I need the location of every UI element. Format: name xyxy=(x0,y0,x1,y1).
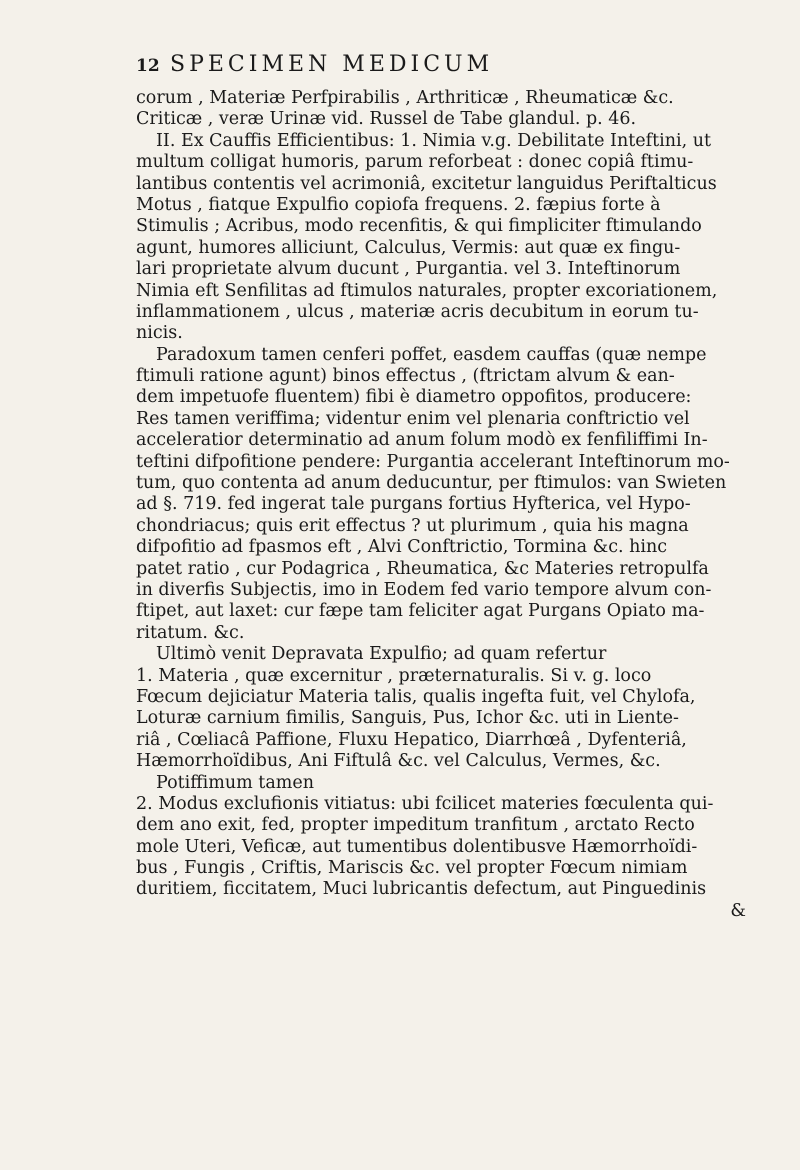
text-line: difpofitio ad fpasmos eft , Alvi Conftrictio, Tormina &c. hinc xyxy=(136,537,668,558)
page-header xyxy=(136,52,760,80)
text-line: dem ano exit, fed, propter impeditum tranfitum , arctato Recto xyxy=(136,815,695,836)
text-line: Stimulis ; Acribus, modo recenfitis, & qui fimpliciter ftimulando xyxy=(136,216,702,237)
text-line: Fœcum dejiciatur Materia talis, qualis ingefta fuit, vel Chylofa, xyxy=(136,686,696,707)
text-line: bus , Fungis , Criftis, Mariscis &c. vel propter Fœcum nimiam xyxy=(136,858,688,879)
text-line: Ultimò venit Depravata Expulfio; ad quam refertur xyxy=(156,644,607,665)
text-line: 2. Modus exclufionis vitiatus: ubi fcilicet materies fœculenta qui- xyxy=(136,793,714,814)
text-line: dem impetuofe fluentem) fibi è diametro oppofitos, producere: xyxy=(136,387,692,408)
text-line: mole Uteri, Veficæ, aut tumentibus dolentibusve Hæmorrhoïdi- xyxy=(136,836,698,857)
text-line: ritatum. &c. xyxy=(136,622,245,643)
text-line: corum , Materiæ Perfpirabilis , Arthriticæ , Rheumaticæ &c. xyxy=(136,88,674,108)
text-line: ftipet, aut laxet: cur fæpe tam feliciter agat Purgans Opiato ma- xyxy=(136,601,705,622)
text-line: Criticæ , veræ Urinæ vid. Russel de Tabe glandul. p. 46. xyxy=(136,109,637,130)
text-line: patet ratio , cur Podagrica , Rheumatica, &c Materies retropulfa xyxy=(136,558,709,579)
text-line: in diverfis Subjectis, imo in Eodem fed vario tempore alvum con- xyxy=(136,579,712,600)
catchword: & xyxy=(730,900,746,921)
text-line: tum, quo contenta ad anum deducuntur, per ftimulos: van Swieten xyxy=(136,473,727,494)
text-line: riâ , Cœliacâ Paffione, Fluxu Hepatico, Diarrhœâ , Dyfenteriâ, xyxy=(136,729,687,750)
text-line: Nimia eft Senfilitas ad ftimulos naturales, propter excoriationem, xyxy=(136,280,718,301)
page-number: 12 xyxy=(136,56,160,76)
text-line: lari proprietate alvum ducunt , Purgantia. vel 3. Inteftinorum xyxy=(136,259,681,280)
text-line: II. Ex Cauffis Efficientibus: 1. Nimia v.g. Debilitate Inteftini, ut xyxy=(156,130,712,151)
text-line: Motus , fiatque Expulfio copiofa frequens. 2. fæpius forte à xyxy=(136,194,661,215)
text-line: Hæmorrhoïdibus, Ani Fiftulâ &c. vel Calculus, Vermes, &c. xyxy=(136,751,661,772)
running-head: SPECIMEN MEDICUM xyxy=(170,52,494,77)
text-line: nicis. xyxy=(136,323,183,344)
text-line: Loturæ carnium fimilis, Sanguis, Pus, Ichor &c. uti in Liente- xyxy=(136,708,679,729)
text-line: Res tamen veriffima; videntur enim vel plenaria conftrictio vel xyxy=(136,408,690,429)
text-line: ad §. 719. fed ingerat tale purgans fortius Hyfterica, vel Hypo- xyxy=(136,494,691,515)
text-line: Paradoxum tamen cenferi poffet, easdem cauffas (quæ nempe xyxy=(156,344,707,365)
text-line: duritiem, ficcitatem, Muci lubricantis defectum, aut Pinguedinis xyxy=(136,879,707,900)
text-line: inflammationem , ulcus , materiæ acris decubitum in eorum tu- xyxy=(136,301,699,322)
text-line: agunt, humores alliciunt, Calculus, Vermis: aut quæ ex fingu- xyxy=(136,237,681,258)
text-line: Potiffimum tamen xyxy=(156,772,314,793)
text-line: ftimuli ratione agunt) binos effectus , (ftrictam alvum & ean- xyxy=(136,366,675,387)
text-line: multum colligat humoris, parum reforbeat : donec copiâ ftimu- xyxy=(136,152,694,173)
text-line: lantibus contentis vel acrimoniâ, excitetur languidus Periftalticus xyxy=(136,173,717,194)
text-line: acceleratior determinatio ad anum folum modò ex fenfiliffimi In- xyxy=(136,430,708,451)
text-line: chondriacus; quis erit effectus ? ut plurimum , quia his magna xyxy=(136,515,689,536)
body-text xyxy=(136,88,746,922)
text-line: 1. Materia , quæ excernitur , præternaturalis. Si v. g. loco xyxy=(136,665,652,686)
text-line: teftini difpofitione pendere: Purgantia accelerant Inteftinorum mo- xyxy=(136,451,730,472)
